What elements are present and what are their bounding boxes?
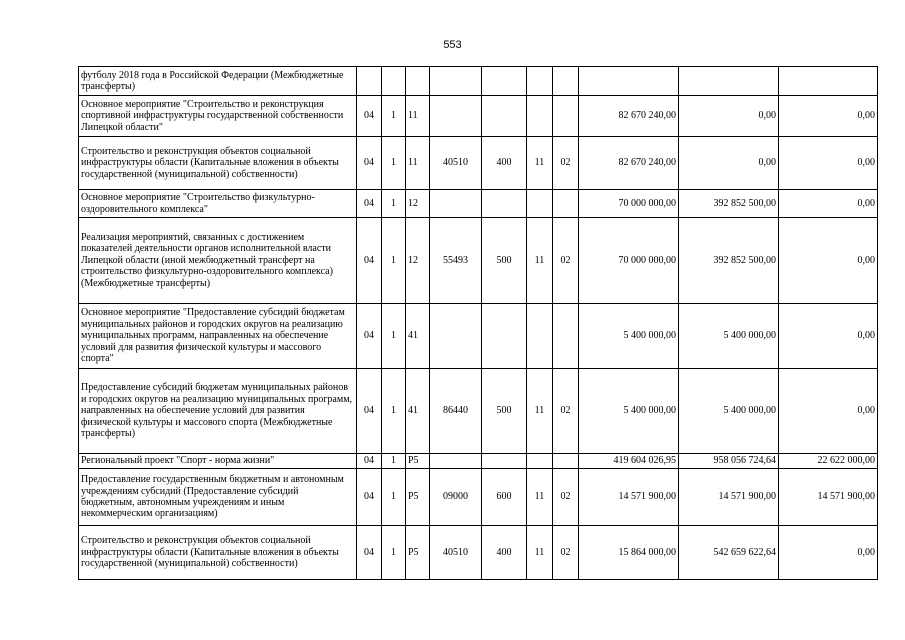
amount-cell: 0,00: [779, 369, 878, 454]
code-cell: [527, 304, 553, 369]
budget-table: [78, 66, 878, 580]
code-cell: 1: [382, 137, 406, 190]
row-name-cell: Предоставление субсидий бюджетам муниципальных районов и городских округов на реализацию муниципальных программ, направленных на обеспечение условий для развития физической культуры и массового спорта (Межбюджетные трансферты): [79, 369, 357, 454]
code-cell: 11: [527, 218, 553, 304]
table-row: [79, 469, 878, 526]
code-cell: 11: [406, 137, 430, 190]
code-cell: [527, 96, 553, 137]
row-name-cell: Предоставление государственным бюджетным и автономным учреждениям субсидий (Предоставление субсидий бюджетным, автономным учреждениям и иным некоммерческим организациям): [79, 469, 357, 526]
amount-cell: 14 571 900,00: [679, 469, 779, 526]
code-cell: [430, 190, 482, 218]
code-cell: 02: [553, 218, 579, 304]
code-cell: 41: [406, 369, 430, 454]
row-name-cell: футболу 2018 года в Российской Федерации (Межбюджетные трансферты): [79, 67, 357, 96]
code-cell: [482, 96, 527, 137]
page-number: 553: [443, 39, 462, 51]
code-cell: 1: [382, 190, 406, 218]
code-cell: 11: [527, 369, 553, 454]
amount-cell: 392 852 500,00: [679, 190, 779, 218]
amount-cell: 958 056 724,64: [679, 454, 779, 469]
amount-cell: 70 000 000,00: [579, 218, 679, 304]
code-cell: 12: [406, 218, 430, 304]
amount-cell: 0,00: [679, 137, 779, 190]
code-cell: 11: [527, 469, 553, 526]
code-cell: 41: [406, 304, 430, 369]
row-name-cell: Основное мероприятие "Строительство и реконструкция спортивной инфраструктуры государственной собственности Липецкой области": [79, 96, 357, 137]
code-cell: 600: [482, 469, 527, 526]
table-row: [79, 96, 878, 137]
code-cell: [553, 190, 579, 218]
code-cell: 04: [357, 369, 382, 454]
amount-cell: 419 604 026,95: [579, 454, 679, 469]
code-cell: 1: [382, 304, 406, 369]
code-cell: 04: [357, 137, 382, 190]
code-cell: [430, 96, 482, 137]
code-cell: 11: [527, 526, 553, 580]
code-cell: [482, 304, 527, 369]
amount-cell: [579, 67, 679, 96]
code-cell: 04: [357, 469, 382, 526]
code-cell: 04: [357, 96, 382, 137]
code-cell: [527, 190, 553, 218]
code-cell: 1: [382, 469, 406, 526]
amount-cell: 5 400 000,00: [579, 369, 679, 454]
table-row: [79, 218, 878, 304]
amount-cell: 82 670 240,00: [579, 137, 679, 190]
code-cell: 02: [553, 137, 579, 190]
code-cell: 02: [553, 526, 579, 580]
amount-cell: 5 400 000,00: [579, 304, 679, 369]
row-name-cell: Основное мероприятие "Предоставление субсидий бюджетам муниципальных районов и городских округов на реализацию муниципальных программ, направленных на обеспечение условий для развития физической культуры и массового спорта": [79, 304, 357, 369]
code-cell: 04: [357, 526, 382, 580]
code-cell: [430, 454, 482, 469]
code-cell: P5: [406, 526, 430, 580]
amount-cell: 70 000 000,00: [579, 190, 679, 218]
amount-cell: 5 400 000,00: [679, 304, 779, 369]
amount-cell: 392 852 500,00: [679, 218, 779, 304]
code-cell: 40510: [430, 137, 482, 190]
amount-cell: 0,00: [779, 137, 878, 190]
code-cell: [482, 454, 527, 469]
code-cell: 11: [406, 96, 430, 137]
code-cell: 86440: [430, 369, 482, 454]
code-cell: 55493: [430, 218, 482, 304]
amount-cell: [679, 67, 779, 96]
code-cell: 02: [553, 369, 579, 454]
code-cell: [553, 67, 579, 96]
code-cell: [482, 67, 527, 96]
amount-cell: 5 400 000,00: [679, 369, 779, 454]
code-cell: P5: [406, 469, 430, 526]
code-cell: 500: [482, 369, 527, 454]
amount-cell: 82 670 240,00: [579, 96, 679, 137]
row-name-cell: Реализация мероприятий, связанных с достижением показателей деятельности органов исполнительной власти Липецкой области (иной межбюджетный трансферт на строительство физкультурно-оздоровительного комплекса) (Межбюджетные трансферты): [79, 218, 357, 304]
amount-cell: 0,00: [679, 96, 779, 137]
row-name-cell: Строительство и реконструкция объектов социальной инфраструктуры области (Капитальные вложения в объекты государственной (муниципальной) собственности): [79, 526, 357, 580]
table-row: [79, 369, 878, 454]
code-cell: 1: [382, 96, 406, 137]
amount-cell: 14 571 900,00: [579, 469, 679, 526]
amount-cell: 0,00: [779, 304, 878, 369]
code-cell: [430, 304, 482, 369]
amount-cell: 14 571 900,00: [779, 469, 878, 526]
code-cell: 40510: [430, 526, 482, 580]
code-cell: 04: [357, 218, 382, 304]
table-row: [79, 67, 878, 96]
table-row: [79, 526, 878, 580]
row-name-cell: Строительство и реконструкция объектов социальной инфраструктуры области (Капитальные вложения в объекты государственной (муниципальной) собственности): [79, 137, 357, 190]
amount-cell: [779, 67, 878, 96]
code-cell: 500: [482, 218, 527, 304]
table-row: [79, 137, 878, 190]
code-cell: [527, 454, 553, 469]
code-cell: 12: [406, 190, 430, 218]
code-cell: 04: [357, 454, 382, 469]
code-cell: 1: [382, 526, 406, 580]
amount-cell: 0,00: [779, 96, 878, 137]
code-cell: [527, 67, 553, 96]
code-cell: [382, 67, 406, 96]
row-name-cell: Основное мероприятие "Строительство физкультурно-оздоровительного комплекса": [79, 190, 357, 218]
code-cell: 02: [553, 469, 579, 526]
amount-cell: 0,00: [779, 218, 878, 304]
code-cell: [482, 190, 527, 218]
code-cell: [406, 67, 430, 96]
code-cell: [553, 304, 579, 369]
code-cell: 400: [482, 137, 527, 190]
row-name-cell: Региональный проект "Спорт - норма жизни": [79, 454, 357, 469]
code-cell: [357, 67, 382, 96]
code-cell: 04: [357, 190, 382, 218]
code-cell: 09000: [430, 469, 482, 526]
code-cell: P5: [406, 454, 430, 469]
table-row: [79, 454, 878, 469]
amount-cell: 22 622 000,00: [779, 454, 878, 469]
code-cell: 1: [382, 369, 406, 454]
amount-cell: 0,00: [779, 190, 878, 218]
table-row: [79, 304, 878, 369]
amount-cell: 0,00: [779, 526, 878, 580]
code-cell: [553, 96, 579, 137]
code-cell: 400: [482, 526, 527, 580]
table-row: [79, 190, 878, 218]
amount-cell: 542 659 622,64: [679, 526, 779, 580]
code-cell: 04: [357, 304, 382, 369]
amount-cell: 15 864 000,00: [579, 526, 679, 580]
code-cell: [430, 67, 482, 96]
code-cell: 1: [382, 454, 406, 469]
code-cell: 1: [382, 218, 406, 304]
code-cell: [553, 454, 579, 469]
code-cell: 11: [527, 137, 553, 190]
